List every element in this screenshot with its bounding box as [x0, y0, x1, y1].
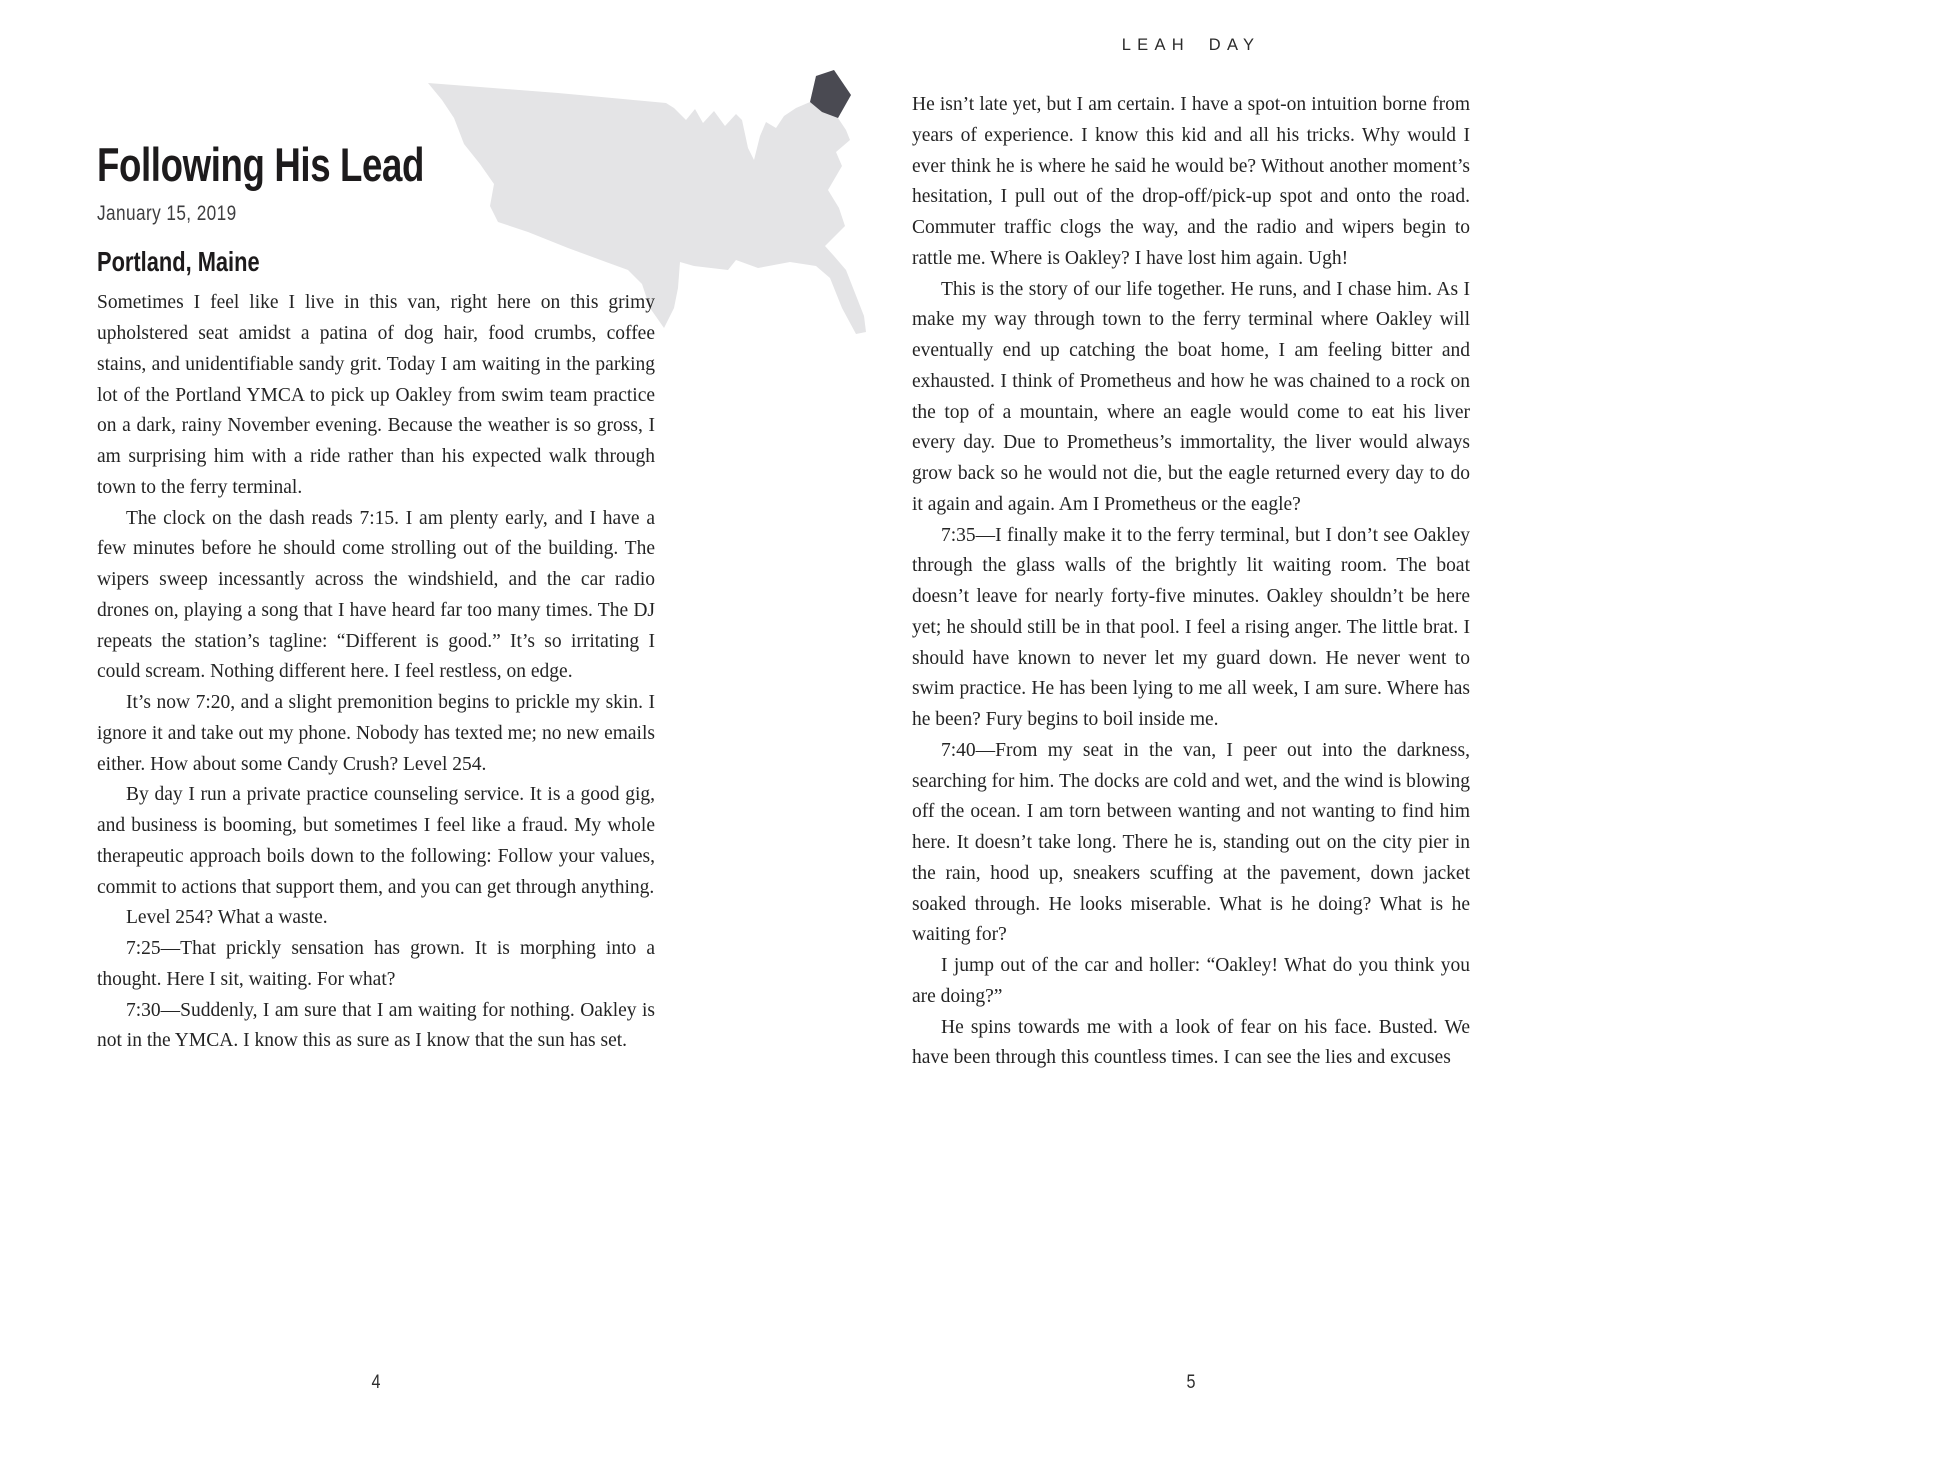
chapter-location-heading: Portland, Maine	[97, 246, 260, 278]
body-paragraph: Level 254? What a waste.	[126, 907, 328, 929]
chapter-date: January 15, 2019	[97, 202, 237, 226]
body-paragraph: 7:30—Suddenly, I am sure that I am waiting for nothing. Oakley is not in the YMCA. I know this as sure as I know that the sun has set.	[97, 999, 655, 1052]
body-paragraph: 7:35—I finally make it to the ferry terminal, but I don’t see Oakley through the glass walls of the brightly lit waiting room. The boat doesn’t leave for nearly forty-five minutes. Oakley shouldn’t be here yet; he should still be in that pool. I feel a rising anger. The little brat. I should have known to never let my guard down. He never went to swim practice. He has been lying to me all week, I am sure. Where has he been? Fury begins to boil inside me.	[912, 524, 1470, 730]
chapter-title: Following His Lead	[97, 138, 425, 191]
body-paragraph: Sometimes I feel like I live in this van, right here on this grimy upholstered seat amidst a patina of dog hair, food crumbs, coffee stains, and unidentifiable sandy grit. Today I am waiting in the parking lot of the Portland YMCA to pick up Oakley from swim team practice on a dark, rainy November evening. Because the weather is so gross, I am surprising him with a ride rather than his expected walk through town to the ferry terminal.	[97, 292, 655, 498]
left-page	[97, 0, 655, 1460]
running-header: LEAH DAY	[1121, 36, 1261, 54]
body-paragraph: I jump out of the car and holler: “Oakley! What do you think you are doing?”	[912, 955, 1470, 1007]
right-page-body	[912, 90, 1470, 1074]
body-paragraph: He isn’t late yet, but I am certain. I have a spot-on intuition borne from years of experience. I know this kid and all his tricks. Why would I ever think he is where he said he would be? Without another moment’s hesitation, I pull out of the drop-off/pick-up spot and onto the road. Commuter traffic clogs the way, and the radio and wipers begin to rattle me. Where is Oakley? I have lost him again. Ugh!	[912, 94, 1470, 269]
body-paragraph: This is the story of our life together. He runs, and I chase him. As I make my way through town to the ferry terminal where Oakley will eventually end up catching the boat home, I am feeling bitter and exhausted. I think of Prometheus and how he was chained to a rock on the top of a mountain, where an eagle would come to eat his liver every day. Due to Prometheus’s immortality, the liver would always grow back so he would not die, but the eagle returned every day to do it again and again. Am I Prometheus or the eagle?	[912, 278, 1470, 515]
left-page-body	[97, 288, 655, 1057]
page-number-left: 4	[371, 1372, 381, 1393]
body-paragraph: It’s now 7:20, and a slight premonition begins to prickle my skin. I ignore it and take out my phone. Nobody has texted me; no new emails either. How about some Candy Crush? Level 254.	[97, 692, 655, 775]
body-paragraph: The clock on the dash reads 7:15. I am plenty early, and I have a few minutes before he should come strolling out of the building. The wipers sweep incessantly across the windshield, and the car radio drones on, playing a song that I have heard far too many times. The DJ repeats the station’s tagline: “Different is good.” It’s so irritating I could scream. Nothing different here. I feel restless, on edge.	[97, 507, 655, 683]
body-paragraph: 7:25—That prickly sensation has grown. It is morphing into a thought. Here I sit, waiting. For what?	[97, 938, 655, 990]
body-paragraph: He spins towards me with a look of fear on his face. Busted. We have been through this countless times. I can see the lies and excuses	[912, 1016, 1470, 1069]
page-number-right: 5	[1186, 1372, 1196, 1393]
body-paragraph: By day I run a private practice counseling service. It is a good gig, and business is booming, but sometimes I feel like a fraud. My whole therapeutic approach boils down to the following: Follow your values, commit to actions that support them, and you can get through anything.	[97, 784, 655, 898]
body-paragraph: 7:40—From my seat in the van, I peer out into the darkness, searching for him. The docks are cold and wet, and the wind is blowing off the ocean. I am torn between wanting and not wanting to find him here. It doesn’t take long. There he is, standing out on the city pier in the rain, hood up, sneakers scuffing at the pavement, down jacket soaked through. He looks miserable. What is he doing? What is he waiting for?	[912, 739, 1470, 946]
right-page	[912, 0, 1470, 1460]
